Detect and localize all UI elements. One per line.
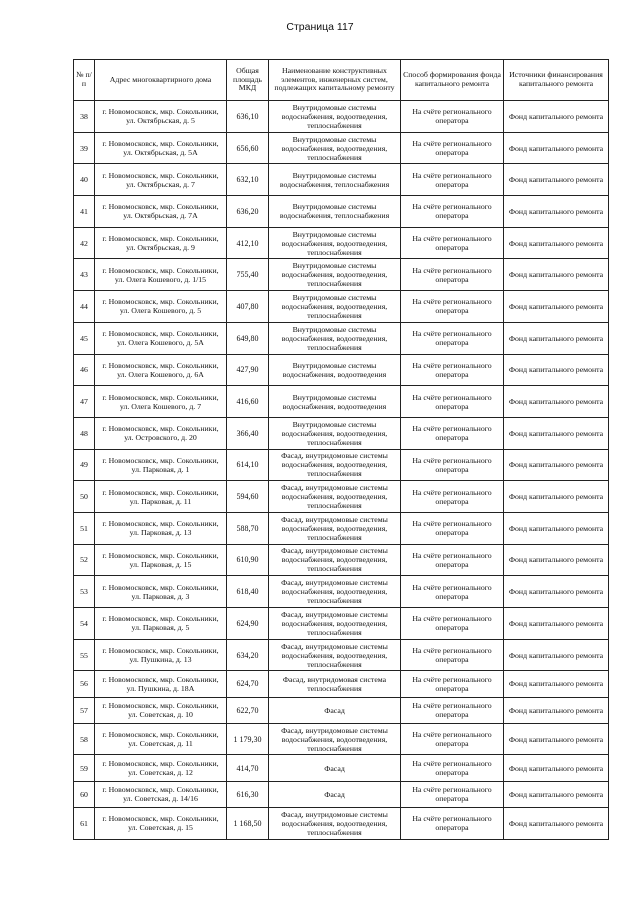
cell-area: 1 179,30 xyxy=(227,723,269,755)
cell-funding-method: На счёте регионального оператора xyxy=(401,291,504,323)
cell-number: 38 xyxy=(74,101,95,133)
cell-funding-method: На счёте регионального оператора xyxy=(401,196,504,228)
cell-address: г. Новомосковск, мкр. Сокольники, ул. Островского, д. 20 xyxy=(95,417,227,449)
cell-elements: Фасад xyxy=(269,781,401,807)
cell-funding-source: Фонд капитального ремонта xyxy=(504,697,609,723)
table-row xyxy=(74,354,609,386)
cell-address: г. Новомосковск, мкр. Сокольники, ул. Парковая, д. 15 xyxy=(95,544,227,576)
cell-area: 594,60 xyxy=(227,481,269,513)
column-header-funding-source: Источники финансирования капитального ремонта xyxy=(504,60,609,101)
cell-number: 44 xyxy=(74,291,95,323)
table-row xyxy=(74,723,609,755)
table-row xyxy=(74,807,609,839)
cell-number: 61 xyxy=(74,807,95,839)
cell-funding-method: На счёте регионального оператора xyxy=(401,755,504,781)
column-header-elements: Наименование конструктивных элементов, инженерных систем, подлежащих капитальному ремонту xyxy=(269,60,401,101)
table-body xyxy=(74,101,609,840)
cell-funding-source: Фонд капитального ремонта xyxy=(504,781,609,807)
cell-funding-source: Фонд капитального ремонта xyxy=(504,755,609,781)
cell-area: 610,90 xyxy=(227,544,269,576)
cell-funding-method: На счёте регионального оператора xyxy=(401,132,504,164)
cell-area: 755,40 xyxy=(227,259,269,291)
cell-area: 624,70 xyxy=(227,671,269,697)
cell-address: г. Новомосковск, мкр. Сокольники, ул. Советская, д. 14/16 xyxy=(95,781,227,807)
cell-number: 58 xyxy=(74,723,95,755)
cell-number: 40 xyxy=(74,164,95,196)
table-row xyxy=(74,576,609,608)
table-row xyxy=(74,608,609,640)
cell-funding-method: На счёте регионального оператора xyxy=(401,608,504,640)
cell-funding-method: На счёте регионального оператора xyxy=(401,723,504,755)
table-row xyxy=(74,227,609,259)
cell-area: 366,40 xyxy=(227,417,269,449)
cell-funding-method: На счёте регионального оператора xyxy=(401,322,504,354)
cell-address: г. Новомосковск, мкр. Сокольники, ул. Парковая, д. 11 xyxy=(95,481,227,513)
cell-elements: Фасад, внутридомовая система теплоснабжения xyxy=(269,671,401,697)
table-row xyxy=(74,291,609,323)
cell-address: г. Новомосковск, мкр. Сокольники, ул. Октябрьская, д. 7 xyxy=(95,164,227,196)
cell-address: г. Новомосковск, мкр. Сокольники, ул. Октябрьская, д. 9 xyxy=(95,227,227,259)
table-row xyxy=(74,481,609,513)
cell-area: 636,20 xyxy=(227,196,269,228)
cell-funding-source: Фонд капитального ремонта xyxy=(504,417,609,449)
cell-funding-source: Фонд капитального ремонта xyxy=(504,449,609,481)
cell-number: 55 xyxy=(74,639,95,671)
table-row xyxy=(74,449,609,481)
cell-area: 427,90 xyxy=(227,354,269,386)
cell-number: 60 xyxy=(74,781,95,807)
cell-funding-method: На счёте регионального оператора xyxy=(401,417,504,449)
cell-number: 48 xyxy=(74,417,95,449)
cell-funding-source: Фонд капитального ремонта xyxy=(504,227,609,259)
cell-elements: Фасад, внутридомовые системы водоснабжения, водоотведения, теплоснабжения xyxy=(269,807,401,839)
cell-funding-method: На счёте регионального оператора xyxy=(401,781,504,807)
cell-number: 41 xyxy=(74,196,95,228)
cell-address: г. Новомосковск, мкр. Сокольники, ул. Олега Кошевого, д. 6А xyxy=(95,354,227,386)
cell-elements: Внутридомовые системы водоснабжения, водоотведения xyxy=(269,386,401,418)
cell-address: г. Новомосковск, мкр. Сокольники, ул. Олега Кошевого, д. 1/15 xyxy=(95,259,227,291)
cell-elements: Фасад, внутридомовые системы водоснабжения, водоотведения, теплоснабжения xyxy=(269,576,401,608)
cell-funding-method: На счёте регионального оператора xyxy=(401,354,504,386)
cell-funding-method: На счёте регионального оператора xyxy=(401,481,504,513)
table-row xyxy=(74,259,609,291)
table-row xyxy=(74,196,609,228)
cell-funding-source: Фонд капитального ремонта xyxy=(504,101,609,133)
cell-funding-method: На счёте регионального оператора xyxy=(401,807,504,839)
cell-address: г. Новомосковск, мкр. Сокольники, ул. Олега Кошевого, д. 7 xyxy=(95,386,227,418)
cell-address: г. Новомосковск, мкр. Сокольники, ул. Олега Кошевого, д. 5А xyxy=(95,322,227,354)
table-row xyxy=(74,417,609,449)
cell-funding-method: На счёте регионального оператора xyxy=(401,164,504,196)
cell-address: г. Новомосковск, мкр. Сокольники, ул. Советская, д. 15 xyxy=(95,807,227,839)
cell-funding-method: На счёте регионального оператора xyxy=(401,697,504,723)
cell-number: 45 xyxy=(74,322,95,354)
cell-number: 39 xyxy=(74,132,95,164)
cell-funding-source: Фонд капитального ремонта xyxy=(504,322,609,354)
cell-funding-source: Фонд капитального ремонта xyxy=(504,196,609,228)
cell-funding-method: На счёте регионального оператора xyxy=(401,101,504,133)
table-row xyxy=(74,639,609,671)
cell-elements: Фасад, внутридомовые системы водоснабжения, водоотведения, теплоснабжения xyxy=(269,544,401,576)
cell-area: 614,10 xyxy=(227,449,269,481)
cell-elements: Внутридомовые системы водоснабжения, водоотведения, теплоснабжения xyxy=(269,259,401,291)
cell-area: 588,70 xyxy=(227,512,269,544)
cell-area: 616,30 xyxy=(227,781,269,807)
cell-number: 46 xyxy=(74,354,95,386)
cell-elements: Фасад, внутридомовые системы водоснабжения, водоотведения, теплоснабжения xyxy=(269,723,401,755)
cell-elements: Внутридомовые системы водоснабжения, водоотведения xyxy=(269,354,401,386)
cell-funding-source: Фонд капитального ремонта xyxy=(504,671,609,697)
cell-area: 412,10 xyxy=(227,227,269,259)
cell-area: 1 168,50 xyxy=(227,807,269,839)
cell-area: 636,10 xyxy=(227,101,269,133)
cell-funding-source: Фонд капитального ремонта xyxy=(504,354,609,386)
cell-funding-source: Фонд капитального ремонта xyxy=(504,259,609,291)
cell-funding-method: На счёте регионального оператора xyxy=(401,639,504,671)
cell-funding-source: Фонд капитального ремонта xyxy=(504,576,609,608)
cell-area: 414,70 xyxy=(227,755,269,781)
cell-area: 634,20 xyxy=(227,639,269,671)
cell-elements: Фасад xyxy=(269,697,401,723)
table-header-row xyxy=(74,60,609,101)
cell-area: 649,80 xyxy=(227,322,269,354)
cell-area: 632,10 xyxy=(227,164,269,196)
table-row xyxy=(74,132,609,164)
cell-funding-source: Фонд капитального ремонта xyxy=(504,608,609,640)
table-row xyxy=(74,671,609,697)
cell-funding-method: На счёте регионального оператора xyxy=(401,576,504,608)
cell-elements: Внутридомовые системы водоснабжения, теплоснабжения xyxy=(269,196,401,228)
cell-number: 54 xyxy=(74,608,95,640)
cell-address: г. Новомосковск, мкр. Сокольники, ул. Пушкина, д. 18А xyxy=(95,671,227,697)
cell-elements: Внутридомовые системы водоснабжения, водоотведения, теплоснабжения xyxy=(269,291,401,323)
cell-number: 43 xyxy=(74,259,95,291)
cell-address: г. Новомосковск, мкр. Сокольники, ул. Октябрьская, д. 5 xyxy=(95,101,227,133)
cell-address: г. Новомосковск, мкр. Сокольники, ул. Парковая, д. 5 xyxy=(95,608,227,640)
cell-funding-source: Фонд капитального ремонта xyxy=(504,481,609,513)
cell-number: 51 xyxy=(74,512,95,544)
cell-address: г. Новомосковск, мкр. Сокольники, ул. Парковая, д. 13 xyxy=(95,512,227,544)
cell-address: г. Новомосковск, мкр. Сокольники, ул. Советская, д. 11 xyxy=(95,723,227,755)
cell-address: г. Новомосковск, мкр. Сокольники, ул. Октябрьская, д. 5А xyxy=(95,132,227,164)
table-row xyxy=(74,322,609,354)
cell-elements: Фасад, внутридомовые системы водоснабжения, водоотведения, теплоснабжения xyxy=(269,481,401,513)
cell-address: г. Новомосковск, мкр. Сокольники, ул. Пушкина, д. 13 xyxy=(95,639,227,671)
cell-area: 416,60 xyxy=(227,386,269,418)
table-row xyxy=(74,697,609,723)
cell-elements: Внутридомовые системы водоснабжения, водоотведения, теплоснабжения xyxy=(269,132,401,164)
cell-number: 59 xyxy=(74,755,95,781)
cell-address: г. Новомосковск, мкр. Сокольники, ул. Парковая, д. 3 xyxy=(95,576,227,608)
table-row xyxy=(74,544,609,576)
page-number-header: Страница 117 xyxy=(286,21,354,33)
cell-elements: Внутридомовые системы водоснабжения, водоотведения, теплоснабжения xyxy=(269,322,401,354)
column-header-funding-method: Способ формирования фонда капитального ремонта xyxy=(401,60,504,101)
cell-address: г. Новомосковск, мкр. Сокольники, ул. Советская, д. 10 xyxy=(95,697,227,723)
cell-funding-method: На счёте регионального оператора xyxy=(401,386,504,418)
cell-funding-source: Фонд капитального ремонта xyxy=(504,291,609,323)
table-row xyxy=(74,512,609,544)
table-header xyxy=(74,60,609,101)
cell-elements: Внутридомовые системы водоснабжения, водоотведения, теплоснабжения xyxy=(269,101,401,133)
column-header-number: № п/п xyxy=(74,60,95,101)
cell-elements: Внутридомовые системы водоснабжения, водоотведения, теплоснабжения xyxy=(269,227,401,259)
cell-number: 49 xyxy=(74,449,95,481)
column-header-area: Общая площадь МКД xyxy=(227,60,269,101)
cell-elements: Фасад xyxy=(269,755,401,781)
cell-area: 624,90 xyxy=(227,608,269,640)
cell-funding-source: Фонд капитального ремонта xyxy=(504,544,609,576)
cell-number: 50 xyxy=(74,481,95,513)
cell-funding-method: На счёте регионального оператора xyxy=(401,671,504,697)
cell-number: 53 xyxy=(74,576,95,608)
cell-funding-source: Фонд капитального ремонта xyxy=(504,723,609,755)
cell-number: 56 xyxy=(74,671,95,697)
cell-number: 52 xyxy=(74,544,95,576)
cell-number: 47 xyxy=(74,386,95,418)
cell-address: г. Новомосковск, мкр. Сокольники, ул. Советская, д. 12 xyxy=(95,755,227,781)
cell-funding-source: Фонд капитального ремонта xyxy=(504,639,609,671)
cell-funding-source: Фонд капитального ремонта xyxy=(504,386,609,418)
table-row xyxy=(74,755,609,781)
cell-elements: Внутридомовые системы водоснабжения, теплоснабжения xyxy=(269,164,401,196)
cell-number: 42 xyxy=(74,227,95,259)
cell-elements: Фасад, внутридомовые системы водоснабжения, водоотведения, теплоснабжения xyxy=(269,608,401,640)
cell-elements: Фасад, внутридомовые системы водоснабжения, водоотведения, теплоснабжения xyxy=(269,639,401,671)
cell-elements: Фасад, внутридомовые системы водоснабжения, водоотведения, теплоснабжения xyxy=(269,512,401,544)
column-header-address: Адрес многоквартирного дома xyxy=(95,60,227,101)
cell-area: 407,80 xyxy=(227,291,269,323)
table-row xyxy=(74,164,609,196)
cell-elements: Фасад, внутридомовые системы водоснабжения, водоотведения, теплоснабжения xyxy=(269,449,401,481)
cell-address: г. Новомосковск, мкр. Сокольники, ул. Октябрьская, д. 7А xyxy=(95,196,227,228)
table-row xyxy=(74,386,609,418)
cell-funding-source: Фонд капитального ремонта xyxy=(504,512,609,544)
cell-funding-method: На счёте регионального оператора xyxy=(401,259,504,291)
table-row xyxy=(74,781,609,807)
cell-area: 618,40 xyxy=(227,576,269,608)
cell-funding-source: Фонд капитального ремонта xyxy=(504,164,609,196)
table-row xyxy=(74,101,609,133)
cell-number: 57 xyxy=(74,697,95,723)
repair-program-table xyxy=(73,59,609,840)
cell-address: г. Новомосковск, мкр. Сокольники, ул. Олега Кошевого, д. 5 xyxy=(95,291,227,323)
cell-funding-method: На счёте регионального оператора xyxy=(401,544,504,576)
cell-funding-source: Фонд капитального ремонта xyxy=(504,132,609,164)
cell-funding-method: На счёте регионального оператора xyxy=(401,512,504,544)
cell-area: 656,60 xyxy=(227,132,269,164)
cell-funding-source: Фонд капитального ремонта xyxy=(504,807,609,839)
cell-address: г. Новомосковск, мкр. Сокольники, ул. Парковая, д. 1 xyxy=(95,449,227,481)
cell-elements: Внутридомовые системы водоснабжения, водоотведения, теплоснабжения xyxy=(269,417,401,449)
cell-funding-method: На счёте регионального оператора xyxy=(401,227,504,259)
cell-area: 622,70 xyxy=(227,697,269,723)
cell-funding-method: На счёте регионального оператора xyxy=(401,449,504,481)
